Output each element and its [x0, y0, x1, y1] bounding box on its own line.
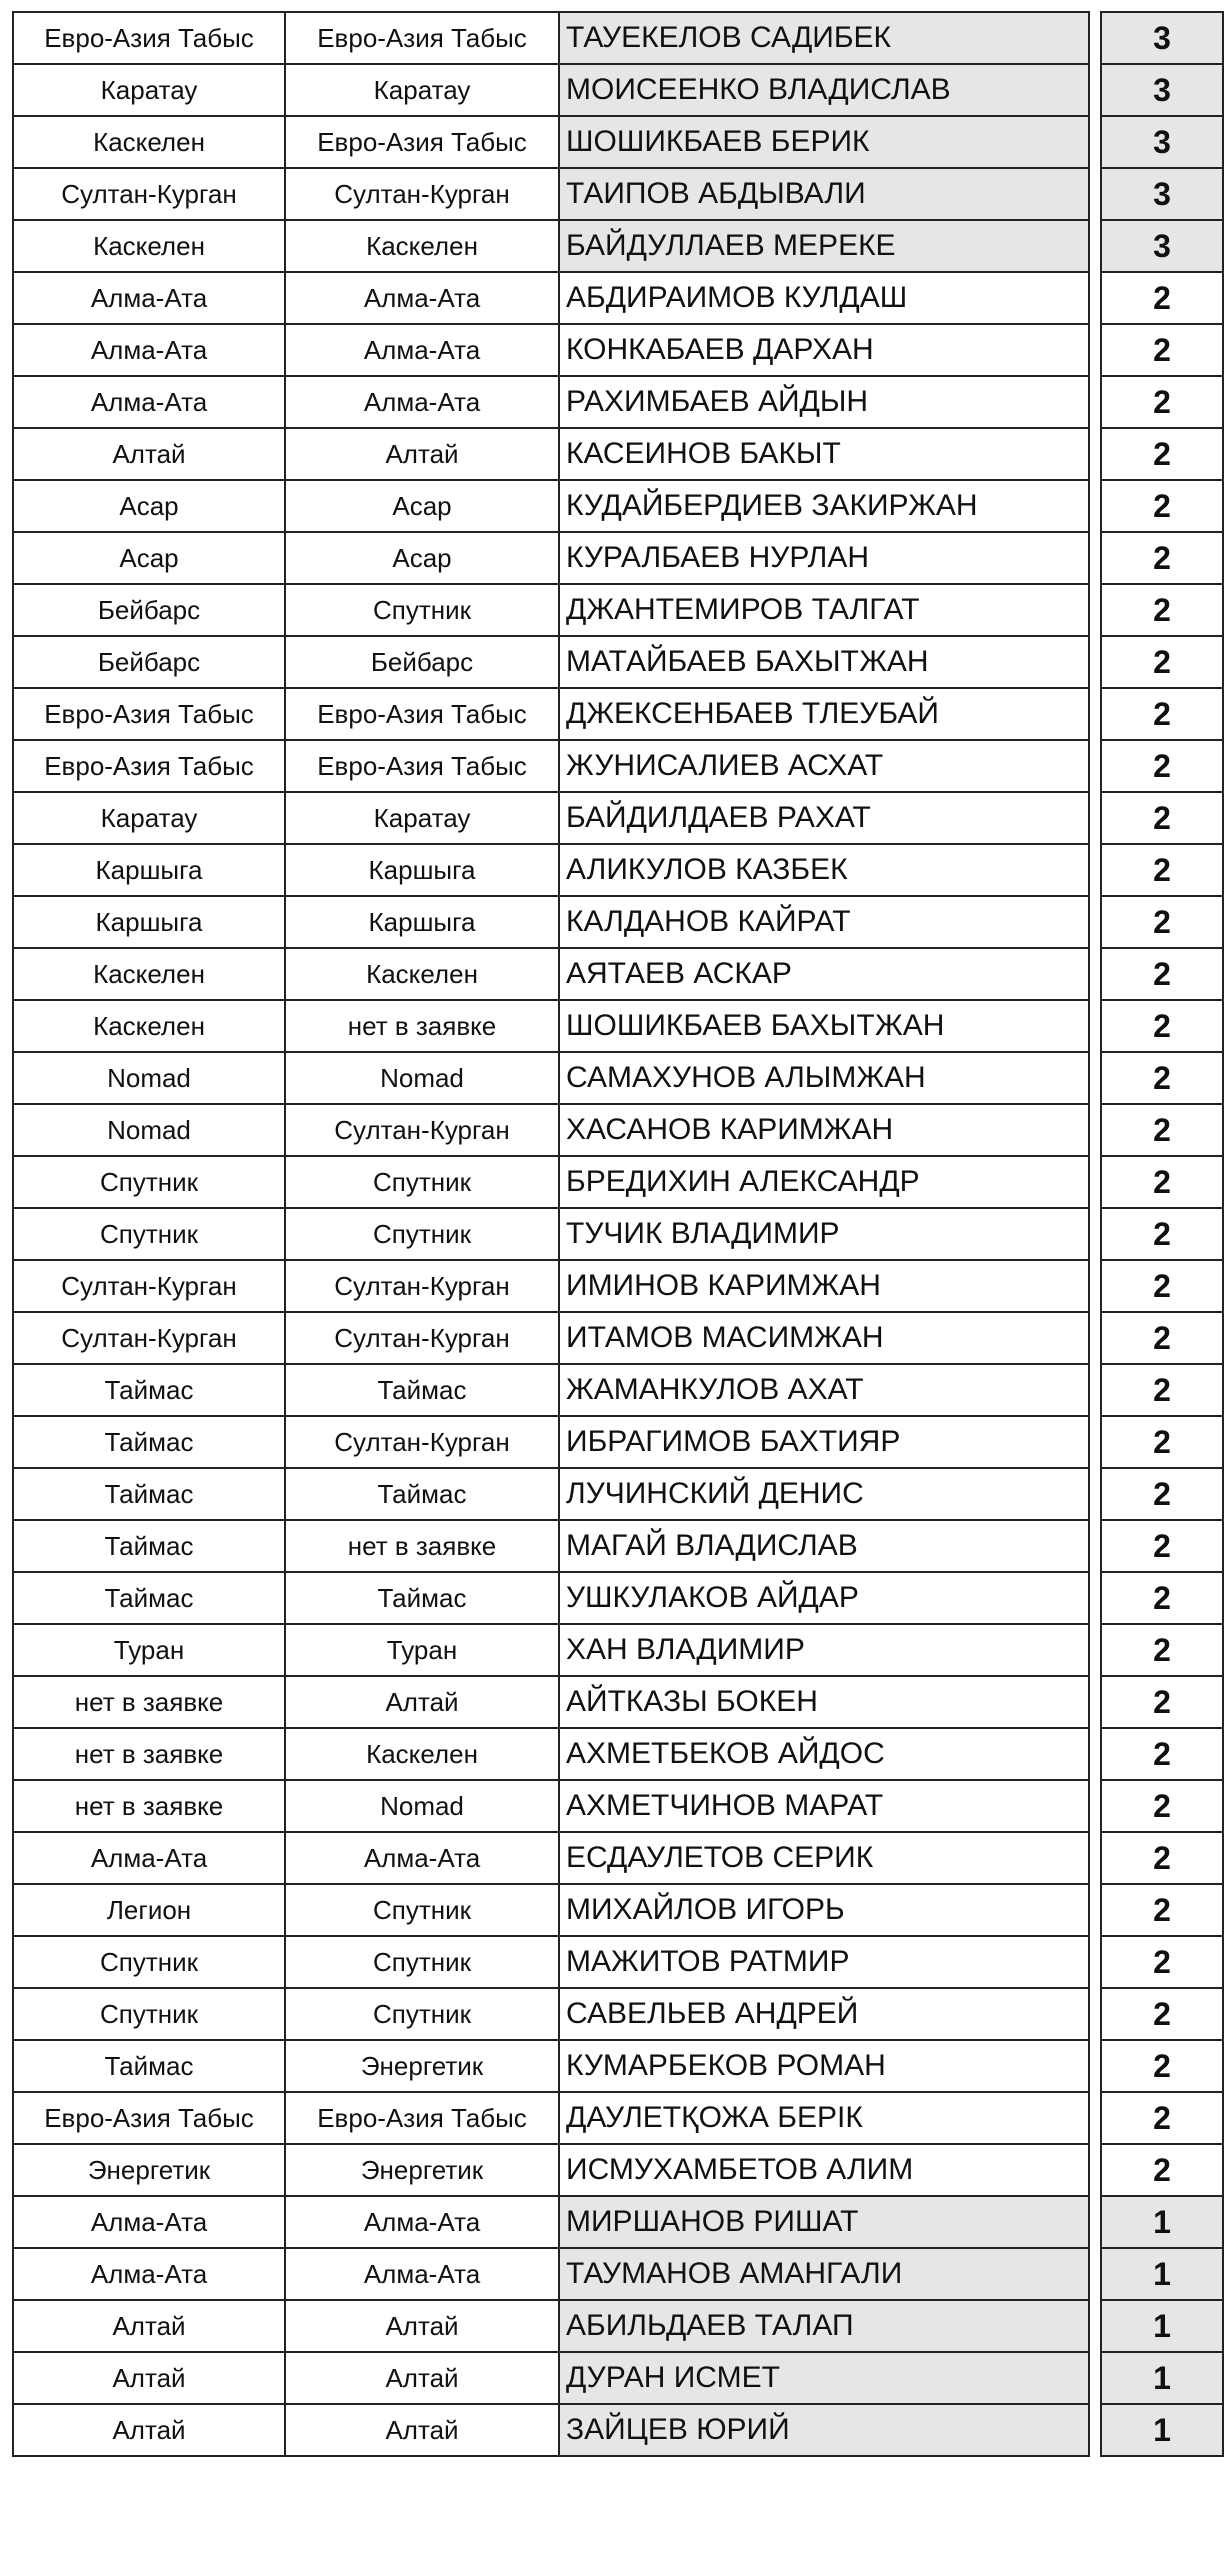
score-cell: 2 [1101, 1624, 1223, 1676]
player-name-cell: КУДАЙБЕРДИЕВ ЗАКИРЖАН [559, 480, 1089, 532]
player-name-cell: ЖАМАНКУЛОВ АХАТ [559, 1364, 1089, 1416]
player-name-cell: АХМЕТЧИНОВ МАРАТ [559, 1780, 1089, 1832]
column-gap [1089, 2300, 1101, 2352]
players-table-body [13, 12, 1223, 2456]
club-cell: Евро-Азия Табыс [13, 688, 285, 740]
club-cell: Каскелен [13, 948, 285, 1000]
club-cell: Асар [13, 532, 285, 584]
player-name-cell: АЛИКУЛОВ КАЗБЕК [559, 844, 1089, 896]
player-name-cell: ИСМУХАМБЕТОВ АЛИМ [559, 2144, 1089, 2196]
player-name-cell: БАЙДИЛДАЕВ РАХАТ [559, 792, 1089, 844]
club-cell: Алма-Ата [13, 2196, 285, 2248]
current-club-cell: Спутник [285, 584, 559, 636]
club-cell: Евро-Азия Табыс [13, 12, 285, 64]
score-cell: 3 [1101, 168, 1223, 220]
current-club-cell: Бейбарс [285, 636, 559, 688]
current-club-cell: Асар [285, 480, 559, 532]
column-gap [1089, 2092, 1101, 2144]
player-name-cell: КУРАЛБАЕВ НУРЛАН [559, 532, 1089, 584]
table-row [13, 324, 1223, 376]
column-gap [1089, 272, 1101, 324]
table-row [13, 1208, 1223, 1260]
table-row [13, 1364, 1223, 1416]
club-cell: Спутник [13, 1208, 285, 1260]
score-cell: 1 [1101, 2196, 1223, 2248]
score-cell: 2 [1101, 1936, 1223, 1988]
player-name-cell: ТАИПОВ АБДЫВАЛИ [559, 168, 1089, 220]
score-cell: 2 [1101, 1416, 1223, 1468]
player-name-cell: АЯТАЕВ АСКАР [559, 948, 1089, 1000]
current-club-cell: Султан-Курган [285, 1104, 559, 1156]
score-cell: 2 [1101, 480, 1223, 532]
table-row [13, 1468, 1223, 1520]
score-cell: 2 [1101, 1572, 1223, 1624]
column-gap [1089, 792, 1101, 844]
score-cell: 2 [1101, 688, 1223, 740]
current-club-cell: Спутник [285, 1156, 559, 1208]
column-gap [1089, 2040, 1101, 2092]
table-row [13, 844, 1223, 896]
score-cell: 2 [1101, 2040, 1223, 2092]
current-club-cell: Спутник [285, 1208, 559, 1260]
table-row [13, 2248, 1223, 2300]
table-row [13, 376, 1223, 428]
club-cell: Алма-Ата [13, 1832, 285, 1884]
column-gap [1089, 844, 1101, 896]
club-cell: нет в заявке [13, 1728, 285, 1780]
club-cell: Спутник [13, 1988, 285, 2040]
score-cell: 1 [1101, 2248, 1223, 2300]
table-row [13, 272, 1223, 324]
column-gap [1089, 1936, 1101, 1988]
score-cell: 2 [1101, 1520, 1223, 1572]
player-name-cell: ХАН ВЛАДИМИР [559, 1624, 1089, 1676]
club-cell: Алма-Ата [13, 272, 285, 324]
player-name-cell: САВЕЛЬЕВ АНДРЕЙ [559, 1988, 1089, 2040]
club-cell: Алма-Ата [13, 376, 285, 428]
club-cell: Евро-Азия Табыс [13, 2092, 285, 2144]
table-row [13, 220, 1223, 272]
current-club-cell: Алма-Ата [285, 2248, 559, 2300]
score-cell: 2 [1101, 1676, 1223, 1728]
player-name-cell: МОИСЕЕНКО ВЛАДИСЛАВ [559, 64, 1089, 116]
score-cell: 1 [1101, 2300, 1223, 2352]
score-cell: 2 [1101, 1468, 1223, 1520]
column-gap [1089, 1312, 1101, 1364]
current-club-cell: Каршыга [285, 844, 559, 896]
club-cell: Nomad [13, 1052, 285, 1104]
score-cell: 2 [1101, 1728, 1223, 1780]
column-gap [1089, 1572, 1101, 1624]
table-row [13, 584, 1223, 636]
player-name-cell: ДЖЕКСЕНБАЕВ ТЛЕУБАЙ [559, 688, 1089, 740]
club-cell: Таймас [13, 1364, 285, 1416]
player-name-cell: БРЕДИХИН АЛЕКСАНДР [559, 1156, 1089, 1208]
column-gap [1089, 2144, 1101, 2196]
table-row [13, 116, 1223, 168]
club-cell: Алма-Ата [13, 2248, 285, 2300]
score-cell: 2 [1101, 1208, 1223, 1260]
column-gap [1089, 740, 1101, 792]
current-club-cell: Алма-Ата [285, 272, 559, 324]
club-cell: Алтай [13, 2352, 285, 2404]
current-club-cell: Алма-Ата [285, 2196, 559, 2248]
column-gap [1089, 532, 1101, 584]
column-gap [1089, 1520, 1101, 1572]
club-cell: Алма-Ата [13, 324, 285, 376]
table-row [13, 1728, 1223, 1780]
current-club-cell: Алтай [285, 1676, 559, 1728]
current-club-cell: Туран [285, 1624, 559, 1676]
table-row [13, 1416, 1223, 1468]
club-cell: Алтай [13, 428, 285, 480]
current-club-cell: Каскелен [285, 948, 559, 1000]
player-name-cell: АЙТКАЗЫ БОКЕН [559, 1676, 1089, 1728]
score-cell: 2 [1101, 1000, 1223, 1052]
current-club-cell: нет в заявке [285, 1000, 559, 1052]
club-cell: Таймас [13, 2040, 285, 2092]
club-cell: Каршыга [13, 844, 285, 896]
current-club-cell: Асар [285, 532, 559, 584]
table-row [13, 948, 1223, 1000]
club-cell: Таймас [13, 1572, 285, 1624]
current-club-cell: Алма-Ата [285, 376, 559, 428]
current-club-cell: Энергетик [285, 2040, 559, 2092]
column-gap [1089, 1156, 1101, 1208]
table-row [13, 1520, 1223, 1572]
club-cell: Легион [13, 1884, 285, 1936]
current-club-cell: Султан-Курган [285, 168, 559, 220]
player-name-cell: ИТАМОВ МАСИМЖАН [559, 1312, 1089, 1364]
club-cell: нет в заявке [13, 1676, 285, 1728]
club-cell: Бейбарс [13, 636, 285, 688]
table-row [13, 688, 1223, 740]
column-gap [1089, 2248, 1101, 2300]
score-cell: 2 [1101, 844, 1223, 896]
current-club-cell: Алтай [285, 428, 559, 480]
table-row [13, 64, 1223, 116]
column-gap [1089, 2196, 1101, 2248]
column-gap [1089, 324, 1101, 376]
club-cell: Туран [13, 1624, 285, 1676]
player-name-cell: МАТАЙБАЕВ БАХЫТЖАН [559, 636, 1089, 688]
column-gap [1089, 688, 1101, 740]
current-club-cell: Алтай [285, 2352, 559, 2404]
score-cell: 2 [1101, 1884, 1223, 1936]
column-gap [1089, 480, 1101, 532]
club-cell: Каскелен [13, 220, 285, 272]
current-club-cell: Султан-Курган [285, 1416, 559, 1468]
table-row [13, 1052, 1223, 1104]
player-name-cell: ДУРАН ИСМЕТ [559, 2352, 1089, 2404]
column-gap [1089, 1676, 1101, 1728]
club-cell: Алтай [13, 2404, 285, 2456]
score-cell: 2 [1101, 584, 1223, 636]
score-cell: 3 [1101, 12, 1223, 64]
table-row [13, 2144, 1223, 2196]
score-cell: 1 [1101, 2352, 1223, 2404]
table-row [13, 2404, 1223, 2456]
table-row [13, 2040, 1223, 2092]
table-row [13, 12, 1223, 64]
table-row [13, 636, 1223, 688]
current-club-cell: Таймас [285, 1364, 559, 1416]
table-row [13, 480, 1223, 532]
column-gap [1089, 428, 1101, 480]
column-gap [1089, 1728, 1101, 1780]
club-cell: Nomad [13, 1104, 285, 1156]
column-gap [1089, 2352, 1101, 2404]
club-cell: Каратау [13, 792, 285, 844]
table-row [13, 1832, 1223, 1884]
column-gap [1089, 1988, 1101, 2040]
score-cell: 2 [1101, 428, 1223, 480]
player-name-cell: КОНКАБАЕВ ДАРХАН [559, 324, 1089, 376]
player-name-cell: КАЛДАНОВ КАЙРАТ [559, 896, 1089, 948]
player-name-cell: ЛУЧИНСКИЙ ДЕНИС [559, 1468, 1089, 1520]
player-name-cell: ТАУМАНОВ АМАНГАЛИ [559, 2248, 1089, 2300]
current-club-cell: Каскелен [285, 220, 559, 272]
score-cell: 2 [1101, 792, 1223, 844]
column-gap [1089, 1624, 1101, 1676]
current-club-cell: Каскелен [285, 1728, 559, 1780]
player-name-cell: КАСЕИНОВ БАКЫТ [559, 428, 1089, 480]
club-cell: Султан-Курган [13, 1312, 285, 1364]
table-row [13, 2196, 1223, 2248]
club-cell: Каршыга [13, 896, 285, 948]
current-club-cell: Евро-Азия Табыс [285, 2092, 559, 2144]
club-cell: Евро-Азия Табыс [13, 740, 285, 792]
column-gap [1089, 168, 1101, 220]
score-cell: 2 [1101, 1156, 1223, 1208]
current-club-cell: Султан-Курган [285, 1312, 559, 1364]
club-cell: Каратау [13, 64, 285, 116]
table-row [13, 1260, 1223, 1312]
column-gap [1089, 376, 1101, 428]
column-gap [1089, 1884, 1101, 1936]
table-row [13, 1988, 1223, 2040]
player-name-cell: ИМИНОВ КАРИМЖАН [559, 1260, 1089, 1312]
score-cell: 3 [1101, 64, 1223, 116]
club-cell: Бейбарс [13, 584, 285, 636]
current-club-cell: Nomad [285, 1780, 559, 1832]
score-cell: 2 [1101, 1988, 1223, 2040]
score-cell: 2 [1101, 1312, 1223, 1364]
current-club-cell: нет в заявке [285, 1520, 559, 1572]
player-name-cell: ТУЧИК ВЛАДИМИР [559, 1208, 1089, 1260]
club-cell: Султан-Курган [13, 168, 285, 220]
score-cell: 2 [1101, 1260, 1223, 1312]
current-club-cell: Евро-Азия Табыс [285, 12, 559, 64]
table-row [13, 2352, 1223, 2404]
club-cell: Спутник [13, 1156, 285, 1208]
player-name-cell: ДАУЛЕТҚОЖА БЕРІК [559, 2092, 1089, 2144]
score-cell: 2 [1101, 2092, 1223, 2144]
player-name-cell: ШОШИКБАЕВ БЕРИК [559, 116, 1089, 168]
player-name-cell: МИХАЙЛОВ ИГОРЬ [559, 1884, 1089, 1936]
column-gap [1089, 1052, 1101, 1104]
table-row [13, 1676, 1223, 1728]
score-cell: 2 [1101, 376, 1223, 428]
column-gap [1089, 896, 1101, 948]
player-name-cell: РАХИМБАЕВ АЙДЫН [559, 376, 1089, 428]
player-name-cell: ШОШИКБАЕВ БАХЫТЖАН [559, 1000, 1089, 1052]
table-row [13, 740, 1223, 792]
player-name-cell: МАЖИТОВ РАТМИР [559, 1936, 1089, 1988]
column-gap [1089, 1000, 1101, 1052]
club-cell: Каскелен [13, 116, 285, 168]
table-row [13, 1624, 1223, 1676]
current-club-cell: Султан-Курган [285, 1260, 559, 1312]
current-club-cell: Каршыга [285, 896, 559, 948]
player-name-cell: ЕСДАУЛЕТОВ СЕРИК [559, 1832, 1089, 1884]
table-row [13, 428, 1223, 480]
score-cell: 2 [1101, 1780, 1223, 1832]
score-cell: 2 [1101, 272, 1223, 324]
club-cell: Спутник [13, 1936, 285, 1988]
club-cell: Каскелен [13, 1000, 285, 1052]
score-cell: 1 [1101, 2404, 1223, 2456]
player-name-cell: АБИЛЬДАЕВ ТАЛАП [559, 2300, 1089, 2352]
score-cell: 2 [1101, 532, 1223, 584]
player-name-cell: ЖУНИСАЛИЕВ АСХАТ [559, 740, 1089, 792]
column-gap [1089, 1832, 1101, 1884]
club-cell: Таймас [13, 1416, 285, 1468]
current-club-cell: Алтай [285, 2404, 559, 2456]
player-name-cell: АБДИРАИМОВ КУЛДАШ [559, 272, 1089, 324]
column-gap [1089, 1468, 1101, 1520]
player-name-cell: АХМЕТБЕКОВ АЙДОС [559, 1728, 1089, 1780]
score-cell: 2 [1101, 740, 1223, 792]
score-cell: 2 [1101, 896, 1223, 948]
column-gap [1089, 1260, 1101, 1312]
column-gap [1089, 12, 1101, 64]
column-gap [1089, 636, 1101, 688]
table-row [13, 1000, 1223, 1052]
player-name-cell: МИРШАНОВ РИШАТ [559, 2196, 1089, 2248]
player-name-cell: ЗАЙЦЕВ ЮРИЙ [559, 2404, 1089, 2456]
score-cell: 2 [1101, 324, 1223, 376]
table-row [13, 1936, 1223, 1988]
score-cell: 2 [1101, 1104, 1223, 1156]
score-cell: 2 [1101, 948, 1223, 1000]
club-cell: Алтай [13, 2300, 285, 2352]
current-club-cell: Таймас [285, 1572, 559, 1624]
club-cell: Энергетик [13, 2144, 285, 2196]
current-club-cell: Алма-Ата [285, 324, 559, 376]
column-gap [1089, 948, 1101, 1000]
table-row [13, 1104, 1223, 1156]
score-cell: 2 [1101, 636, 1223, 688]
player-name-cell: САМАХУНОВ АЛЫМЖАН [559, 1052, 1089, 1104]
column-gap [1089, 584, 1101, 636]
current-club-cell: Евро-Азия Табыс [285, 688, 559, 740]
current-club-cell: Евро-Азия Табыс [285, 740, 559, 792]
player-name-cell: МАГАЙ ВЛАДИСЛАВ [559, 1520, 1089, 1572]
column-gap [1089, 220, 1101, 272]
player-name-cell: ДЖАНТЕМИРОВ ТАЛГАТ [559, 584, 1089, 636]
score-cell: 3 [1101, 116, 1223, 168]
table-row [13, 1312, 1223, 1364]
player-name-cell: ТАУЕКЕЛОВ САДИБЕК [559, 12, 1089, 64]
column-gap [1089, 2404, 1101, 2456]
score-cell: 2 [1101, 1052, 1223, 1104]
current-club-cell: Алма-Ата [285, 1832, 559, 1884]
column-gap [1089, 1780, 1101, 1832]
club-cell: Султан-Курган [13, 1260, 285, 1312]
player-name-cell: КУМАРБЕКОВ РОМАН [559, 2040, 1089, 2092]
current-club-cell: Nomad [285, 1052, 559, 1104]
table-row [13, 2092, 1223, 2144]
current-club-cell: Таймас [285, 1468, 559, 1520]
current-club-cell: Евро-Азия Табыс [285, 116, 559, 168]
current-club-cell: Алтай [285, 2300, 559, 2352]
club-cell: Асар [13, 480, 285, 532]
table-row [13, 1572, 1223, 1624]
club-cell: нет в заявке [13, 1780, 285, 1832]
table-row [13, 1780, 1223, 1832]
table-row [13, 1884, 1223, 1936]
table-row [13, 2300, 1223, 2352]
current-club-cell: Спутник [285, 1884, 559, 1936]
score-cell: 3 [1101, 220, 1223, 272]
current-club-cell: Каратау [285, 792, 559, 844]
column-gap [1089, 64, 1101, 116]
club-cell: Таймас [13, 1520, 285, 1572]
score-cell: 2 [1101, 1832, 1223, 1884]
table-row [13, 792, 1223, 844]
player-name-cell: ХАСАНОВ КАРИМЖАН [559, 1104, 1089, 1156]
column-gap [1089, 1208, 1101, 1260]
current-club-cell: Спутник [285, 1988, 559, 2040]
player-name-cell: ИБРАГИМОВ БАХТИЯР [559, 1416, 1089, 1468]
column-gap [1089, 1364, 1101, 1416]
score-cell: 2 [1101, 1364, 1223, 1416]
club-cell: Таймас [13, 1468, 285, 1520]
current-club-cell: Энергетик [285, 2144, 559, 2196]
table-row [13, 1156, 1223, 1208]
column-gap [1089, 116, 1101, 168]
current-club-cell: Спутник [285, 1936, 559, 1988]
player-name-cell: УШКУЛАКОВ АЙДАР [559, 1572, 1089, 1624]
column-gap [1089, 1104, 1101, 1156]
score-cell: 2 [1101, 2144, 1223, 2196]
current-club-cell: Каратау [285, 64, 559, 116]
player-name-cell: БАЙДУЛЛАЕВ МЕРЕКЕ [559, 220, 1089, 272]
players-table [12, 11, 1224, 2457]
table-row [13, 532, 1223, 584]
column-gap [1089, 1416, 1101, 1468]
table-row [13, 168, 1223, 220]
table-row [13, 896, 1223, 948]
